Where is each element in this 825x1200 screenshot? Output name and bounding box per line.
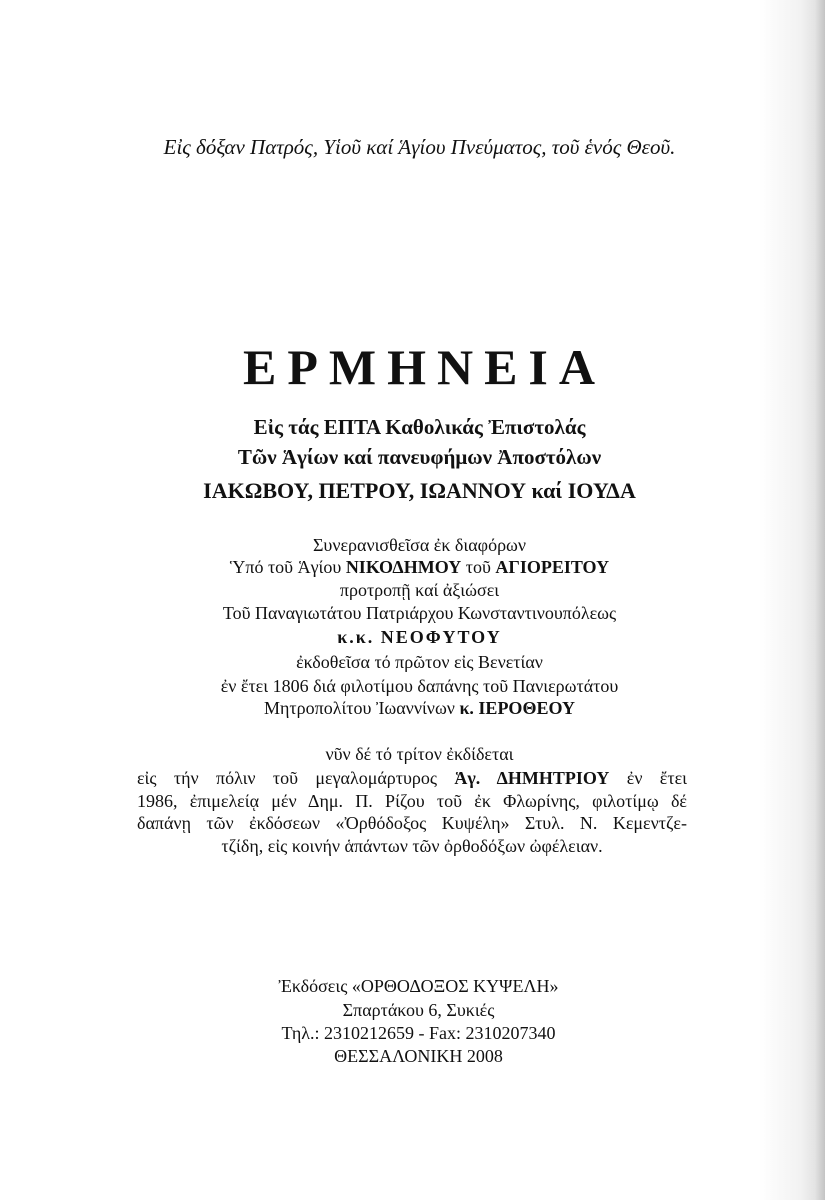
compilation-line-6: ἐκδοθεῖσα τό πρῶτον εἰς Βενετίαν (296, 652, 543, 672)
compilation-line-3: προτροπῇ καί ἀξιώσει (339, 580, 500, 600)
paragraph-line-1-c: ἐν ἔτει (609, 768, 687, 788)
compilation-line-4: Τοῦ Παναγιωτάτου Πατριάρχου Κωνσταντινουπόλεως (222, 603, 617, 623)
paragraph-line-4: τζίδη, εἰς κοινήν ἁπάντων τῶν ὀρθοδόξων ὠφέλειαν. (221, 835, 603, 856)
compilation-line-2-mid: τοῦ (461, 557, 496, 577)
author-epithet: ΑΓΙΟΡΕΙΤΟΥ (495, 557, 610, 577)
compilation-line-2-prefix: Ὑπό τοῦ Ἁγίου (229, 557, 346, 577)
third-edition-paragraph (137, 767, 687, 857)
subtitle-line-3: ΙΑΚΩΒΟΥ, ΠΕΤΡΟΥ, ΙΩΑΝΝΟΥ καί ΙΟΥΔΑ (203, 478, 636, 503)
dedication: Εἰς δόξαν Πατρός, Υἱοῦ καί Ἁγίου Πνεύματος, τοῦ ἑνός Θεοῦ. (163, 135, 676, 159)
page-title: ΕΡΜΗΝΕΙΑ (243, 339, 606, 395)
compilation-line-7: ἐν ἔτει 1806 διά φιλοτίμου δαπάνης τοῦ Πανιερωτάτου (220, 676, 619, 696)
compilation-line-8 (0, 698, 825, 719)
subtitle-line-1: Εἰς τάς ΕΠΤΑ Καθολικάς Ἐπιστολάς (253, 415, 586, 439)
publisher-contact: Τηλ.: 2310212659 - Fax: 2310207340 (281, 1023, 556, 1043)
publisher-name: Ἐκδόσεις «ΟΡΘΟΔΟΞΟΣ ΚΥΨΕΛΗ» (278, 976, 559, 996)
paragraph-line-3: δαπάνῃ τῶν ἐκδόσεων «Ὀρθόδοξος Κυψέλη» Στυλ. Ν. Κεμεντζε- (137, 813, 687, 833)
compilation-line-1: Συνερανισθεῖσα ἐκ διαφόρων (312, 535, 527, 555)
paragraph-line-1-a: εἰς τήν πόλιν τοῦ μεγαλομάρτυρος (137, 768, 455, 788)
saint-name: Ἁγ. ΔΗΜΗΤΡΙΟΥ (454, 768, 610, 788)
compilation-line-8-prefix: Μητροπολίτου Ἰωαννίνων (264, 698, 460, 718)
compilation-line-2 (0, 557, 825, 578)
author-name: ΝΙΚΟΔΗΜΟΥ (345, 557, 462, 577)
publisher-address: Σπαρτάκου 6, Συκιές (342, 1000, 495, 1020)
patriarch-name: κ.κ. ΝΕΟΦΥΤΟΥ (337, 627, 502, 647)
third-edition-heading: νῦν δέ τό τρίτον ἐκδίδεται (325, 744, 514, 764)
publisher-city-year: ΘΕΣΣΑΛΟΝΙΚΗ 2008 (334, 1046, 503, 1066)
subtitle-line-2: Τῶν Ἁγίων καί πανευφήμων Ἀποστόλων (237, 445, 602, 469)
metropolitan-name: κ. ΙΕΡΟΘΕΟΥ (459, 698, 575, 718)
paragraph-line-1 (137, 767, 687, 790)
paragraph-line-2: 1986, ἐπιμελείᾳ μέν Δημ. Π. Ρίζου τοῦ ἐκ Φλωρίνης, φιλοτίμῳ δέ (137, 790, 687, 811)
